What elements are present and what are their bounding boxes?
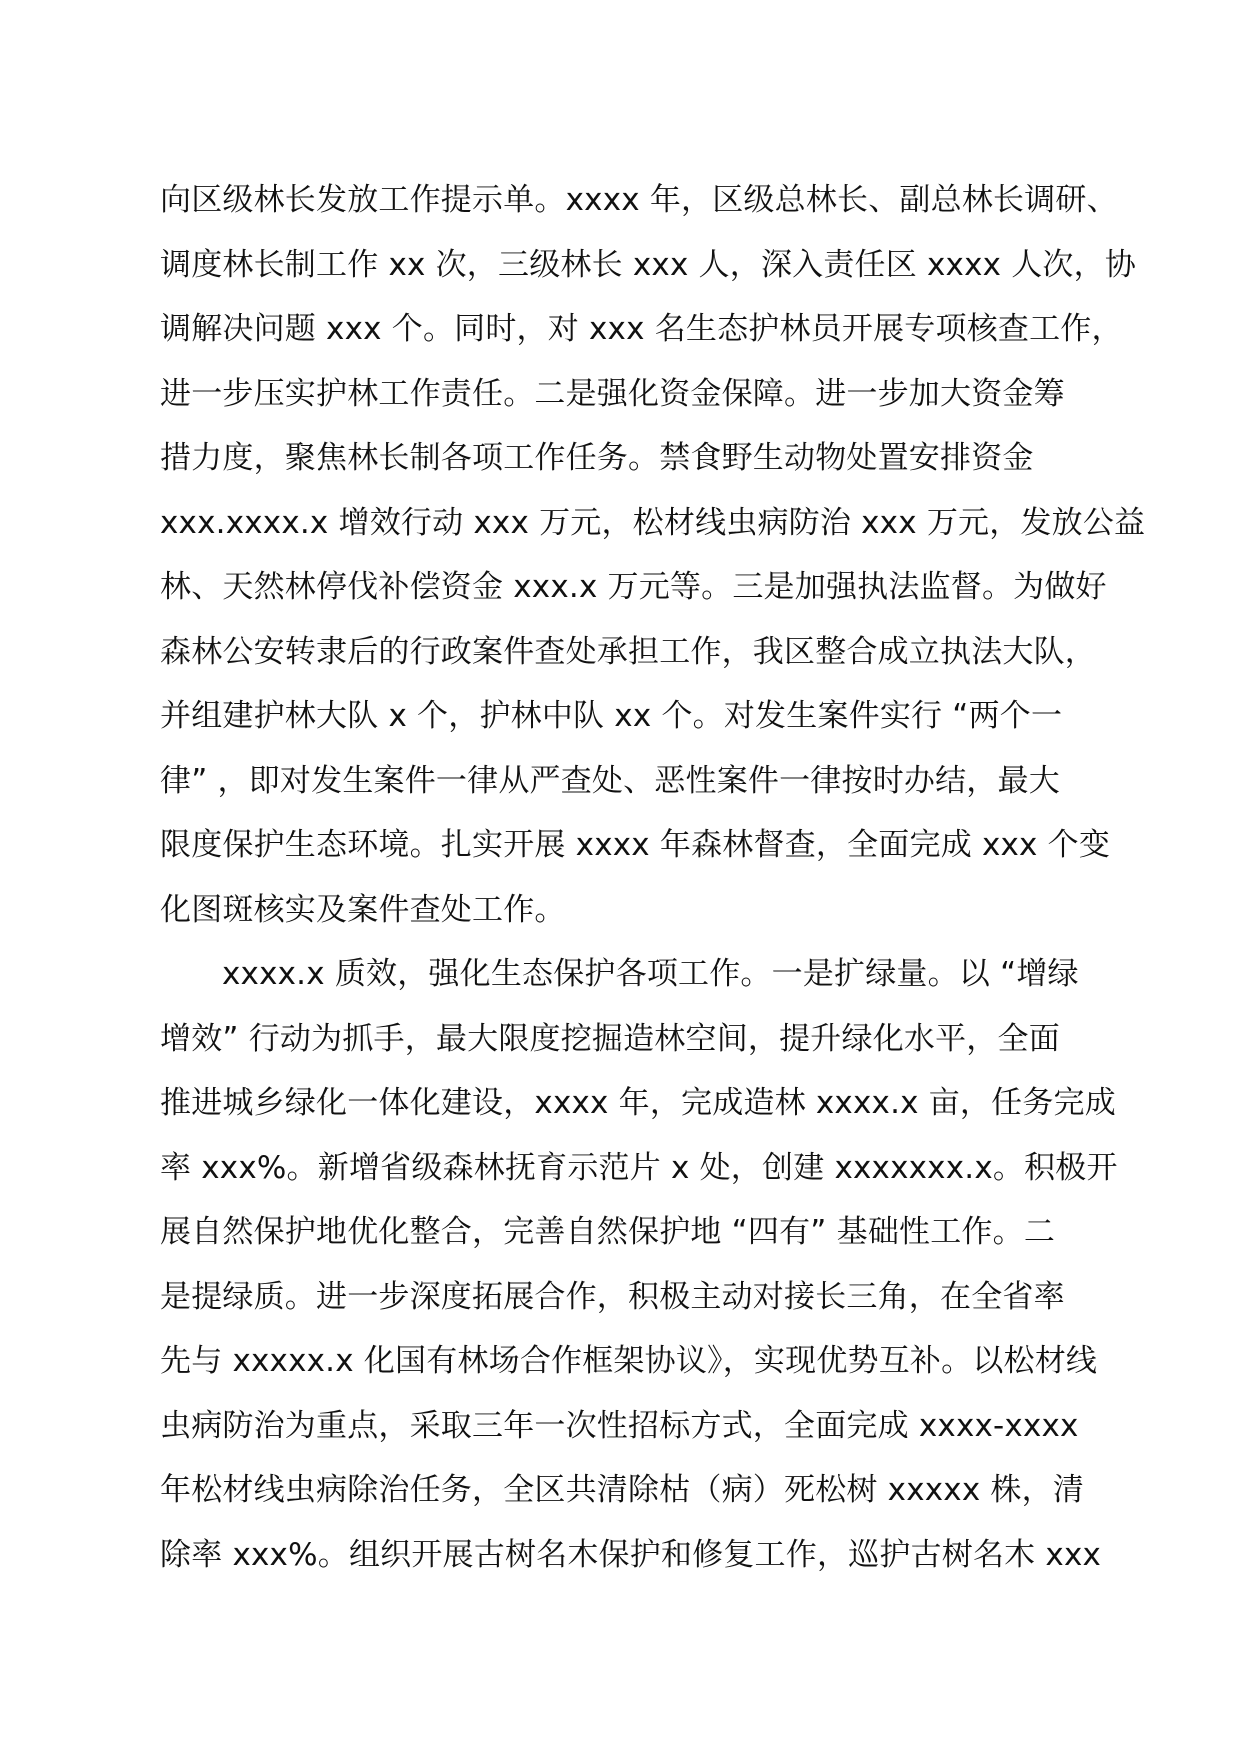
text-line: 增效” 行动为抓手，最大限度挖掘造林空间，提升绿化水平，全面 bbox=[160, 1020, 1060, 1057]
text-line: 律” ，即对发生案件一律从严查处、恶性案件一律按时办结，最大 bbox=[160, 762, 1060, 799]
text-line: 调度林长制工作 xx 次，三级林长 xxx 人，深入责任区 xxxx 人次，协 bbox=[160, 246, 1137, 283]
text-line: 化图斑核实及案件查处工作。 bbox=[160, 891, 566, 928]
text-line: 进一步压实护林工作责任。二是强化资金保障。进一步加大资金筹 bbox=[160, 375, 1065, 412]
paragraph-start-line: xxxx.x 质效，强化生态保护各项工作。一是扩绿量。以 “增绿 bbox=[222, 956, 1079, 992]
text-line: 措力度，聚焦林长制各项工作任务。禁食野生动物处置安排资金 bbox=[160, 440, 1034, 476]
text-line: 虫病防治为重点，采取三年一次性招标方式，全面完成 xxxx-xxxx bbox=[160, 1407, 1079, 1444]
text-line: 限度保护生态环境。扎实开展 xxxx 年森林督查，全面完成 xxx 个变 bbox=[160, 827, 1111, 863]
text-line: 推进城乡绿化一体化建设，xxxx 年，完成造林 xxxx.x 亩，任务完成 bbox=[160, 1085, 1116, 1121]
text-line: 是提绿质。进一步深度拓展合作，积极主动对接长三角，在全省率 bbox=[160, 1278, 1065, 1315]
text-line: xxx.xxxx.x 增效行动 xxx 万元，松材线虫病防治 xxx 万元，发放公益 bbox=[160, 504, 1146, 541]
body-text bbox=[160, 168, 1146, 1587]
text-line: 除率 xxx%。组织开展古树名木保护和修复工作，巡护古树名木 xxx bbox=[160, 1536, 1102, 1573]
text-line: 调解决问题 xxx 个。同时，对 xxx 名生态护林员开展专项核查工作， bbox=[160, 311, 1123, 347]
text-line: 展自然保护地优化整合，完善自然保护地 “四有” 基础性工作。二 bbox=[160, 1214, 1056, 1250]
text-line: 率 xxx%。新增省级森林抚育示范片 x 处，创建 xxxxxxx.x。积极开 bbox=[160, 1149, 1118, 1186]
text-line: 向区级林长发放工作提示单。xxxx 年，区级总林长、副总林长调研、 bbox=[160, 182, 1118, 218]
text-line: 年松材线虫病除治任务，全区共清除枯（病）死松树 xxxxx 株，清 bbox=[160, 1472, 1085, 1508]
text-line: 并组建护林大队 x 个，护林中队 xx 个。对发生案件实行 “两个一 bbox=[160, 698, 1063, 734]
text-line: 先与 xxxxx.x 化国有林场合作框架协议》，实现优势互补。以松材线 bbox=[160, 1343, 1098, 1379]
text-line: 林、天然林停伐补偿资金 xxx.x 万元等。三是加强执法监督。为做好 bbox=[160, 569, 1107, 605]
text-line: 森林公安转隶后的行政案件查处承担工作，我区整合成立执法大队， bbox=[160, 633, 1096, 670]
